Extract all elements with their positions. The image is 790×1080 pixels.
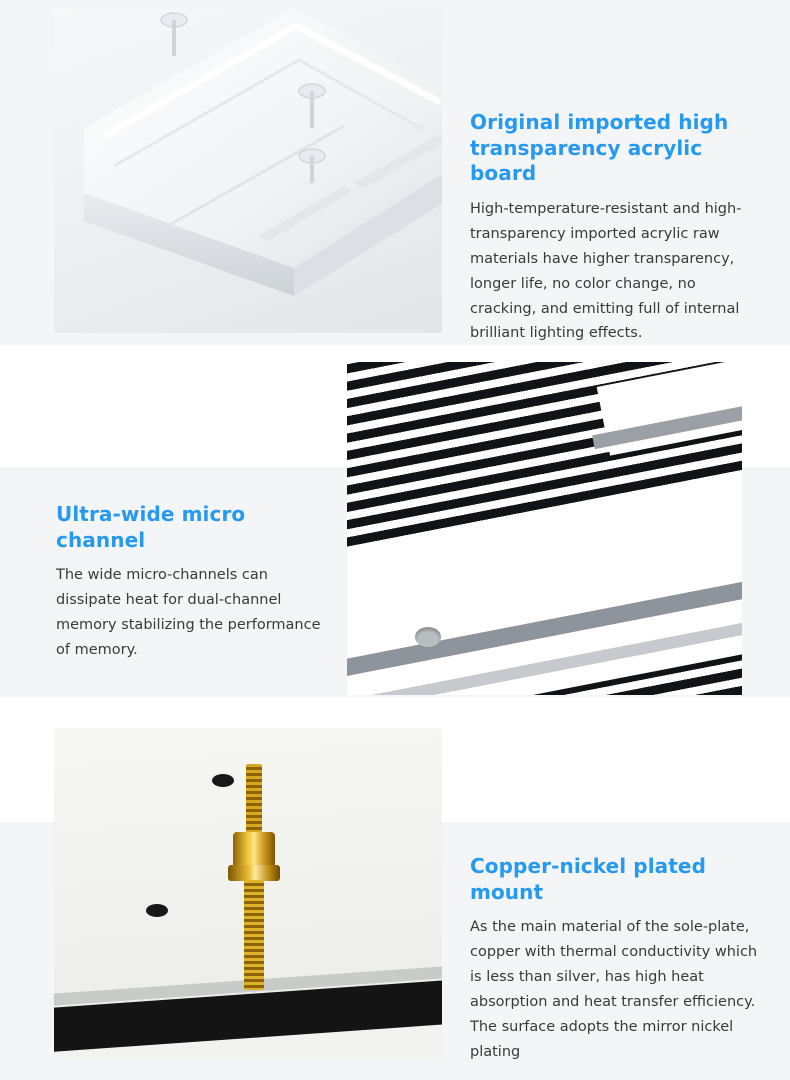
screw-thread-lower — [244, 880, 264, 990]
plate-hole-lower — [146, 904, 168, 917]
feature-copy-acrylic-board — [470, 110, 765, 346]
feature-block-micro-channel — [0, 352, 790, 702]
acrylic-board-illustration — [54, 8, 442, 308]
copper-nickel-standoff-screw — [224, 764, 284, 994]
feature-block-acrylic-board — [0, 0, 790, 350]
feature-heading: Original imported high transparency acrylic board — [470, 110, 729, 186]
feature-copy-copper-nickel-mount — [470, 854, 770, 1065]
feature-body: The wide micro-channels can dissipate heat for dual-channel memory stabilizing the performance of memory. — [56, 567, 321, 658]
screw-flange — [228, 865, 280, 881]
feature-block-copper-nickel-mount — [0, 702, 790, 1080]
feature-body: As the main material of the sole-plate, copper with thermal conductivity which is less than silver, has high heat absorption and heat transfer efficiency. The surface adopts the mirror nickel plating — [470, 919, 758, 1060]
screw-thread-upper — [246, 764, 262, 836]
feature-image-copper-nickel-mount — [54, 728, 442, 1058]
feature-image-acrylic-board — [54, 8, 442, 333]
feature-heading: Copper-nickel plated mount — [470, 854, 706, 904]
mount-hole — [415, 627, 441, 647]
screw-collar — [233, 832, 275, 868]
feature-copy-micro-channel — [56, 502, 328, 663]
feature-heading: Ultra-wide micro channel — [56, 502, 246, 552]
feature-body: High-temperature-resistant and high-transparency imported acrylic raw materials have higher transparency, longer life, no color change, no cracking, and emitting full of internal brilliant lighting effects. — [470, 200, 742, 342]
feature-image-micro-channel — [347, 362, 742, 695]
